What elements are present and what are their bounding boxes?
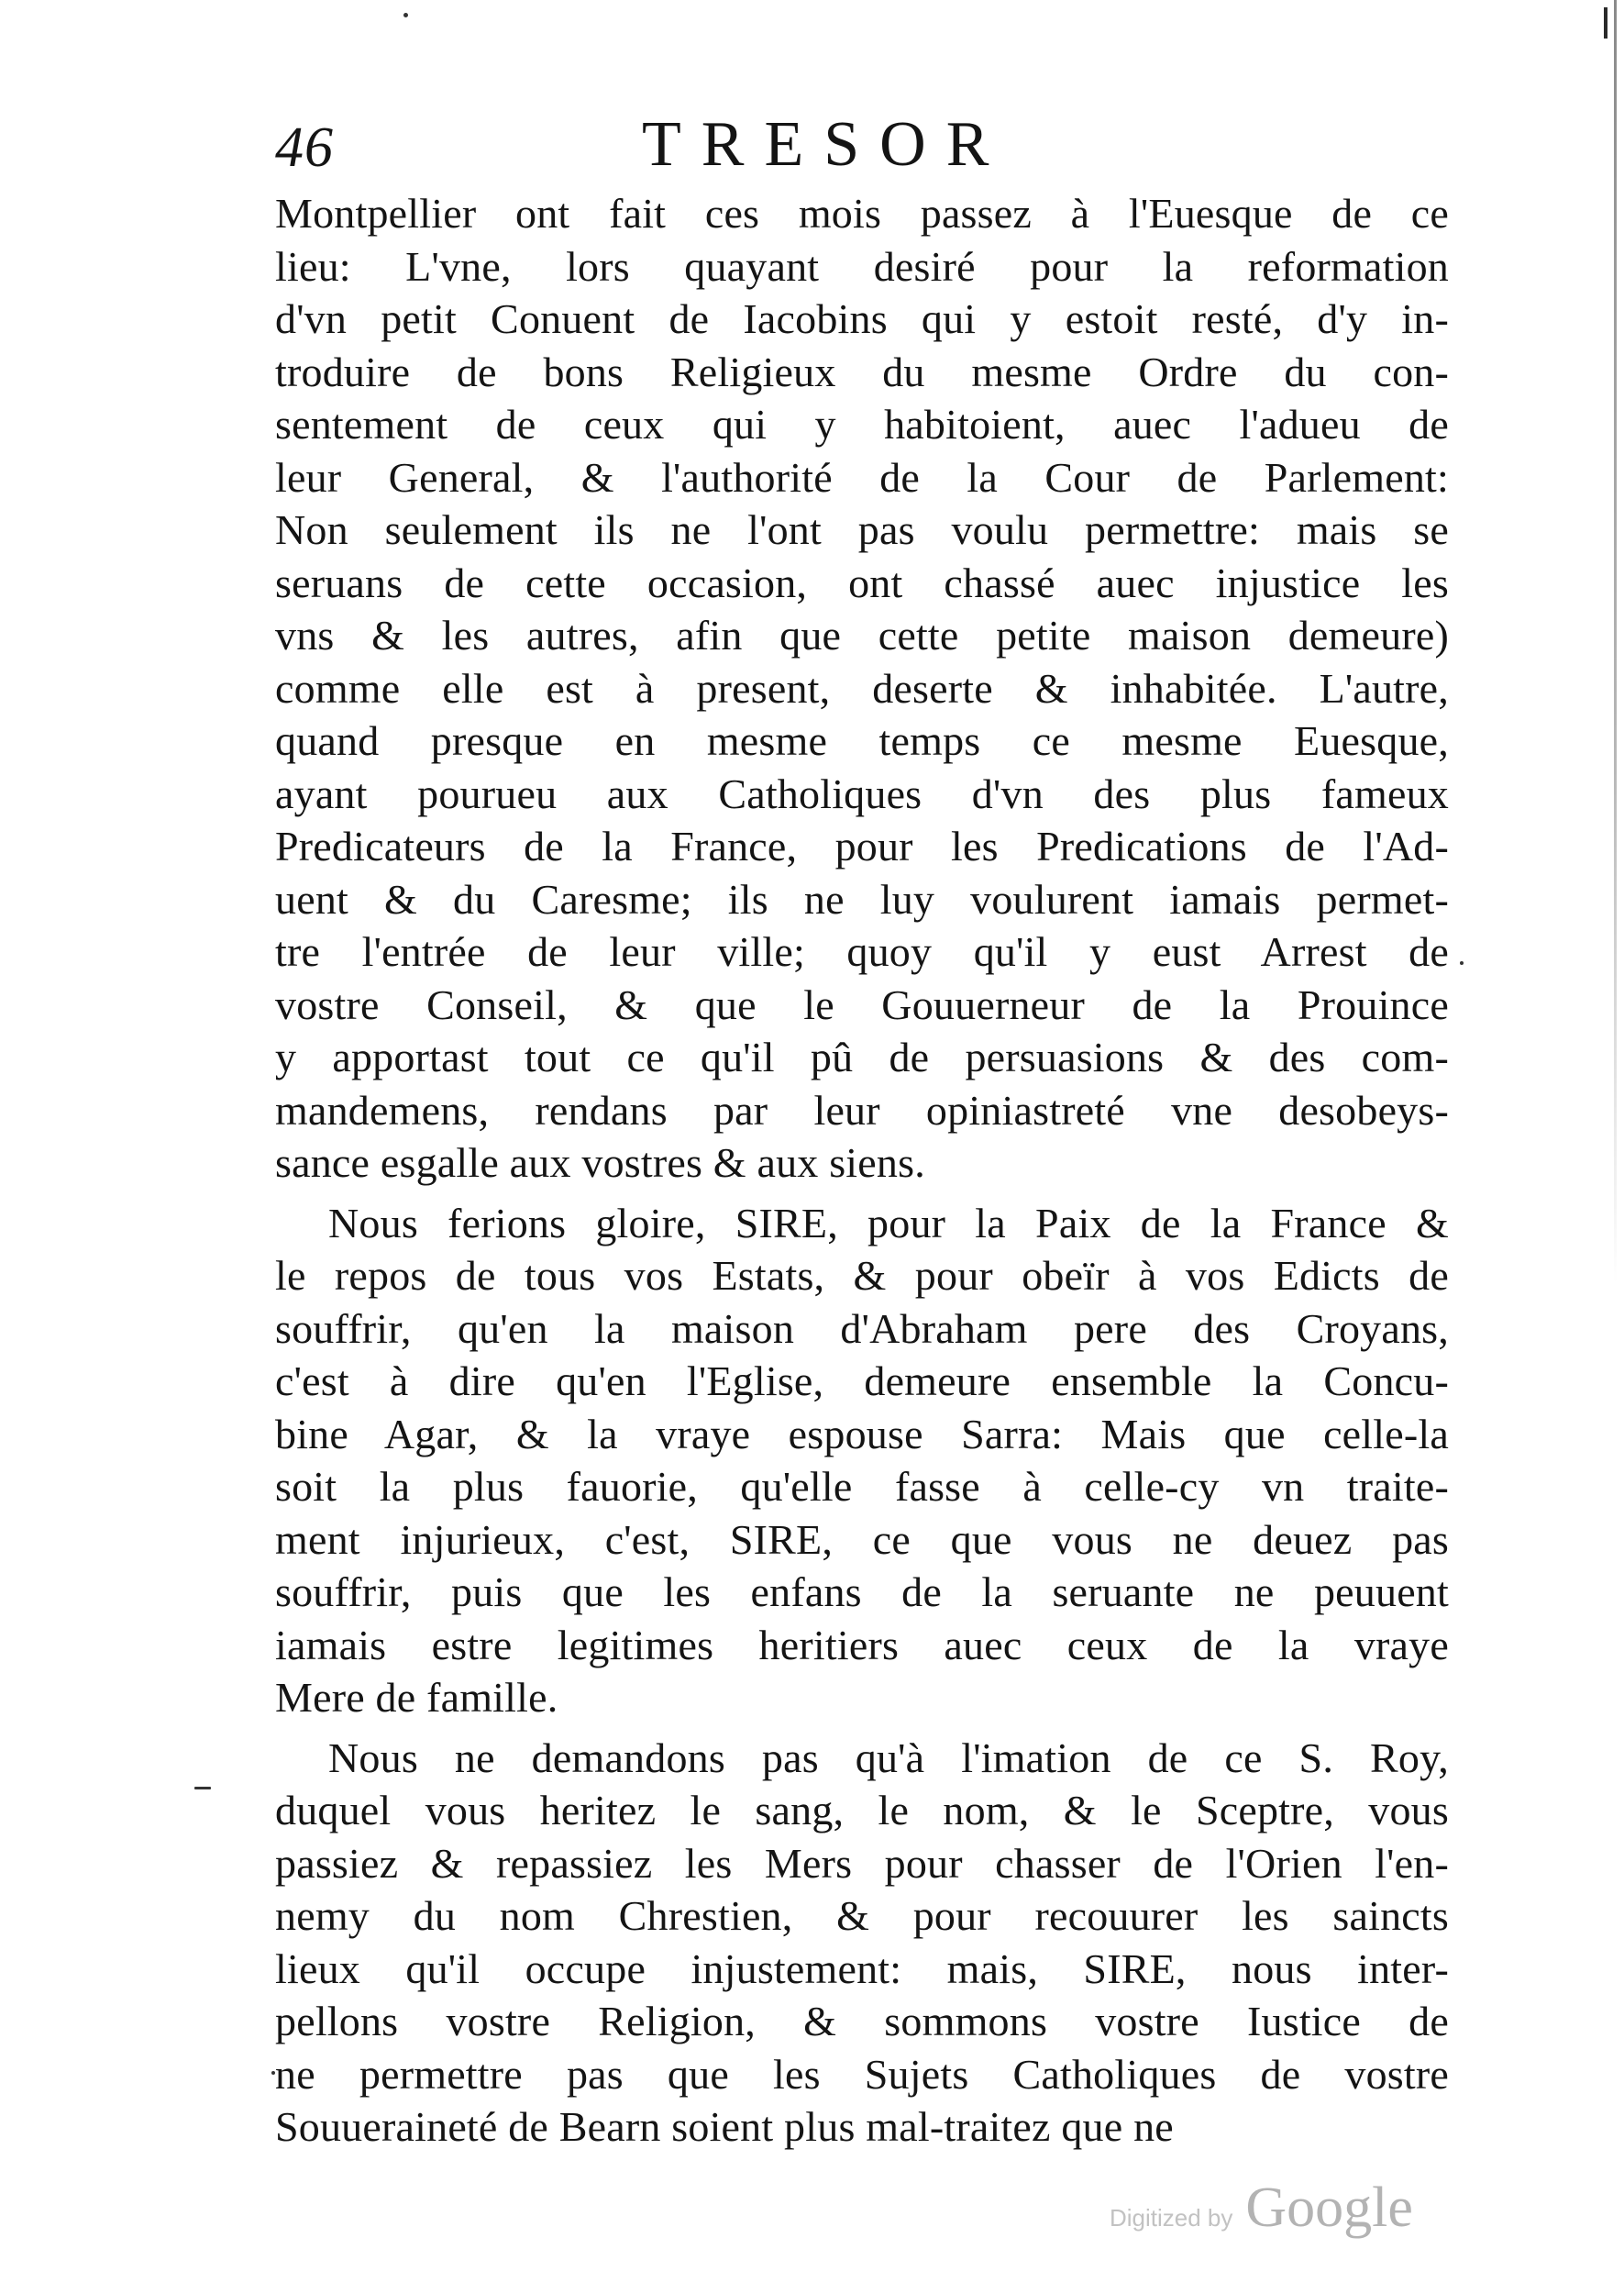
text-line: sance esgalle aux vostres & aux siens. [275, 1139, 925, 1186]
page-number: 46 [275, 116, 334, 179]
text-line: Montpellier ont fait ces mois passez à l'Euesque de ce [275, 190, 1449, 237]
text-line: Predicateurs de la France, pour les Predications de l'Ad- [275, 823, 1449, 870]
watermark-prefix: Digitized by [1110, 2204, 1233, 2232]
text-line: ment injurieux, c'est, SIRE, ce que vous ne deuez pas [275, 1515, 1449, 1563]
scan-edge-mark [1604, 7, 1607, 39]
text-line: leur General, & l'authorité de la Cour de Parlement: [275, 453, 1449, 501]
text-line: Nous ferions gloire, SIRE, pour la Paix de la France & [328, 1199, 1449, 1246]
text-line: seruans de cette occasion, ont chassé auec injustice les [275, 559, 1449, 606]
paragraph [275, 187, 1449, 1190]
scan-speck [403, 13, 408, 17]
text-line: Souueraineté de Bearn soient plus mal-traitez que ne [275, 2103, 1174, 2150]
text-line: souffrir, puis que les enfans de la seruante ne peuuent [275, 1568, 1449, 1615]
text-line: mandemens, rendans par leur opiniastreté vne desobeys- [275, 1086, 1449, 1134]
text-line: lieu: L'vne, lors quayant desiré pour la reformation [275, 242, 1449, 290]
paragraph-gap [275, 1724, 1449, 1732]
text-line: Non seulement ils ne l'ont pas voulu permettre: mais se [275, 506, 1449, 553]
text-line: sentement de ceux qui y habitoient, auec l'adueu de [275, 401, 1449, 448]
text-line: ne permettre pas que les Sujets Catholiques de vostre [275, 2050, 1449, 2098]
text-line: d'vn petit Conuent de Iacobins qui y estoit resté, d'y in- [275, 295, 1449, 342]
text-line: lieux qu'il occupe injustement: mais, SIRE, nous inter- [275, 1944, 1449, 1992]
text-line: duquel vous heritez le sang, le nom, & le Sceptre, vous [275, 1787, 1449, 1833]
text-line: Nous ne demandons pas qu'à l'imation de ce S. Roy, [328, 1734, 1449, 1781]
text-line: ayant pourueu aux Catholiques d'vn des plus fameux [275, 770, 1449, 817]
text-line: le repos de tous vos Estats, & pour obeïr à vos Edicts de [275, 1252, 1449, 1299]
text-line: passiez & repassiez les Mers pour chasser de l'Orien l'en- [275, 1839, 1449, 1887]
text-line: y apportast tout ce qu'il pû de persuasions & des com- [275, 1034, 1449, 1080]
running-title: TRESOR [642, 109, 1010, 180]
text-line: comme elle est à present, deserte & inhabitée. L'autre, [275, 664, 1449, 712]
scan-speck [194, 1787, 211, 1789]
text-line: quand presque en mesme temps ce mesme Euesque, [275, 717, 1449, 764]
paragraph-gap [275, 1190, 1449, 1197]
page-header [275, 108, 1449, 191]
text-line: souffrir, qu'en la maison d'Abraham pere des Croyans, [275, 1304, 1449, 1352]
text-line: iamais estre legitimes heritiers auec ceux de la vraye [275, 1621, 1449, 1668]
scan-speck [1460, 961, 1464, 965]
paragraph [275, 1732, 1449, 2154]
text-line: troduire de bons Religieux du mesme Ordre du con- [275, 348, 1449, 395]
text-line: pellons vostre Religion, & sommons vostre Iustice de [275, 1998, 1449, 2044]
body-text [275, 187, 1449, 2154]
text-line: bine Agar, & la vraye espouse Sarra: Mais que celle-la [275, 1410, 1449, 1457]
google-logo: Google [1245, 2177, 1413, 2239]
text-line: tre l'entrée de leur ville; quoy qu'il y eust Arrest de [275, 928, 1449, 975]
text-line: c'est à dire qu'en l'Eglise, demeure ensemble la Concu- [275, 1357, 1449, 1404]
scan-edge-line [1614, 0, 1617, 1284]
paragraph [275, 1197, 1449, 1724]
text-line: vns & les autres, afin que cette petite maison demeure) [275, 612, 1449, 659]
text-line: vostre Conseil, & que le Gouuerneur de la Prouince [275, 980, 1449, 1028]
text-line: Mere de famille. [275, 1674, 558, 1721]
digitized-by-google-watermark [1110, 2176, 1458, 2249]
text-line: uent & du Caresme; ils ne luy voulurent iamais permet- [275, 875, 1449, 923]
text-line: soit la plus fauorie, qu'elle fasse à celle-cy vn traite- [275, 1463, 1449, 1510]
text-line: nemy du nom Chrestien, & pour recouurer les saincts [275, 1892, 1449, 1939]
